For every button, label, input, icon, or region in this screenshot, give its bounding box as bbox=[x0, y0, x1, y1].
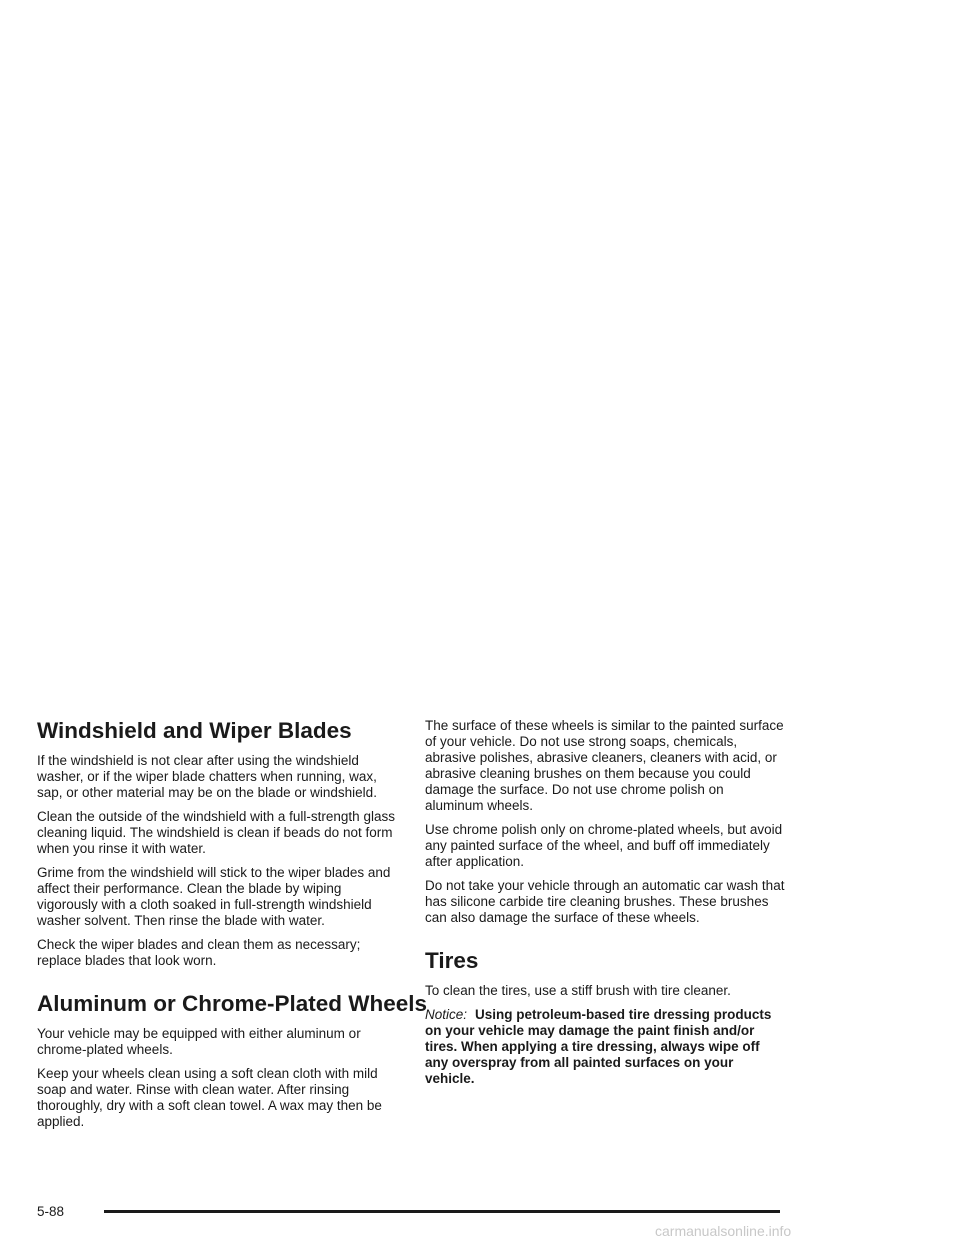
footer-rule bbox=[104, 1210, 780, 1213]
right-column bbox=[425, 718, 785, 1095]
paragraph: Do not take your vehicle through an automatic car wash that has silicone carbide tire cleaning brushes. These brushes can also damage the surface of these wheels. bbox=[425, 878, 785, 925]
paragraph: To clean the tires, use a stiff brush with tire cleaner. bbox=[425, 983, 731, 998]
notice-block bbox=[425, 1007, 785, 1087]
page-number: 5-88 bbox=[37, 1204, 65, 1219]
heading-tires: Tires bbox=[425, 948, 479, 973]
notice-text: Using petroleum-based tire dressing products on your vehicle may damage the paint finish and/or tires. When applying a tire dressing, always wipe off any overspray from all painted surfaces on your vehicle. bbox=[425, 1007, 772, 1086]
paragraph: Grime from the windshield will stick to the wiper blades and affect their performance. Clean the blade by wiping vigorously with a cloth soaked in full-strength windshield washer solvent. Then rinse the blade with water. bbox=[37, 865, 391, 928]
paragraph: Use chrome polish only on chrome-plated wheels, but avoid any painted surface of the wheel, and buff off immediately after application. bbox=[425, 822, 783, 869]
paragraph: Check the wiper blades and clean them as necessary; replace blades that look worn. bbox=[37, 937, 361, 968]
paragraph: If the windshield is not clear after using the windshield washer, or if the wiper blade chatters when running, wax, sap, or other material may be on the blade or windshield. bbox=[37, 753, 377, 800]
paragraph: Clean the outside of the windshield with a full-strength glass cleaning liquid. The windshield is clean if beads do not form when you rinse it with water. bbox=[37, 809, 395, 856]
notice-label: Notice: bbox=[425, 1007, 468, 1022]
heading-aluminum-chrome-wheels: Aluminum or Chrome-Plated Wheels bbox=[37, 991, 428, 1016]
heading-windshield-wiper-blades: Windshield and Wiper Blades bbox=[37, 718, 352, 743]
paragraph: The surface of these wheels is similar to the painted surface of your vehicle. Do not use strong soaps, chemicals, abrasive polishes, abrasive cleaners, cleaners with acid, or abrasive cleaning brushes on them because you could damage the surface. Do not use chrome polish on aluminum wheels. bbox=[425, 718, 784, 813]
paragraph: Keep your wheels clean using a soft clean cloth with mild soap and water. Rinse with clean water. After rinsing thoroughly, dry with a soft clean towel. A wax may then be applied. bbox=[37, 1066, 382, 1129]
paragraph: Your vehicle may be equipped with either aluminum or chrome-plated wheels. bbox=[37, 1026, 361, 1057]
left-column bbox=[37, 718, 428, 1138]
watermark-text: carmanualsonline.info bbox=[655, 1223, 792, 1239]
